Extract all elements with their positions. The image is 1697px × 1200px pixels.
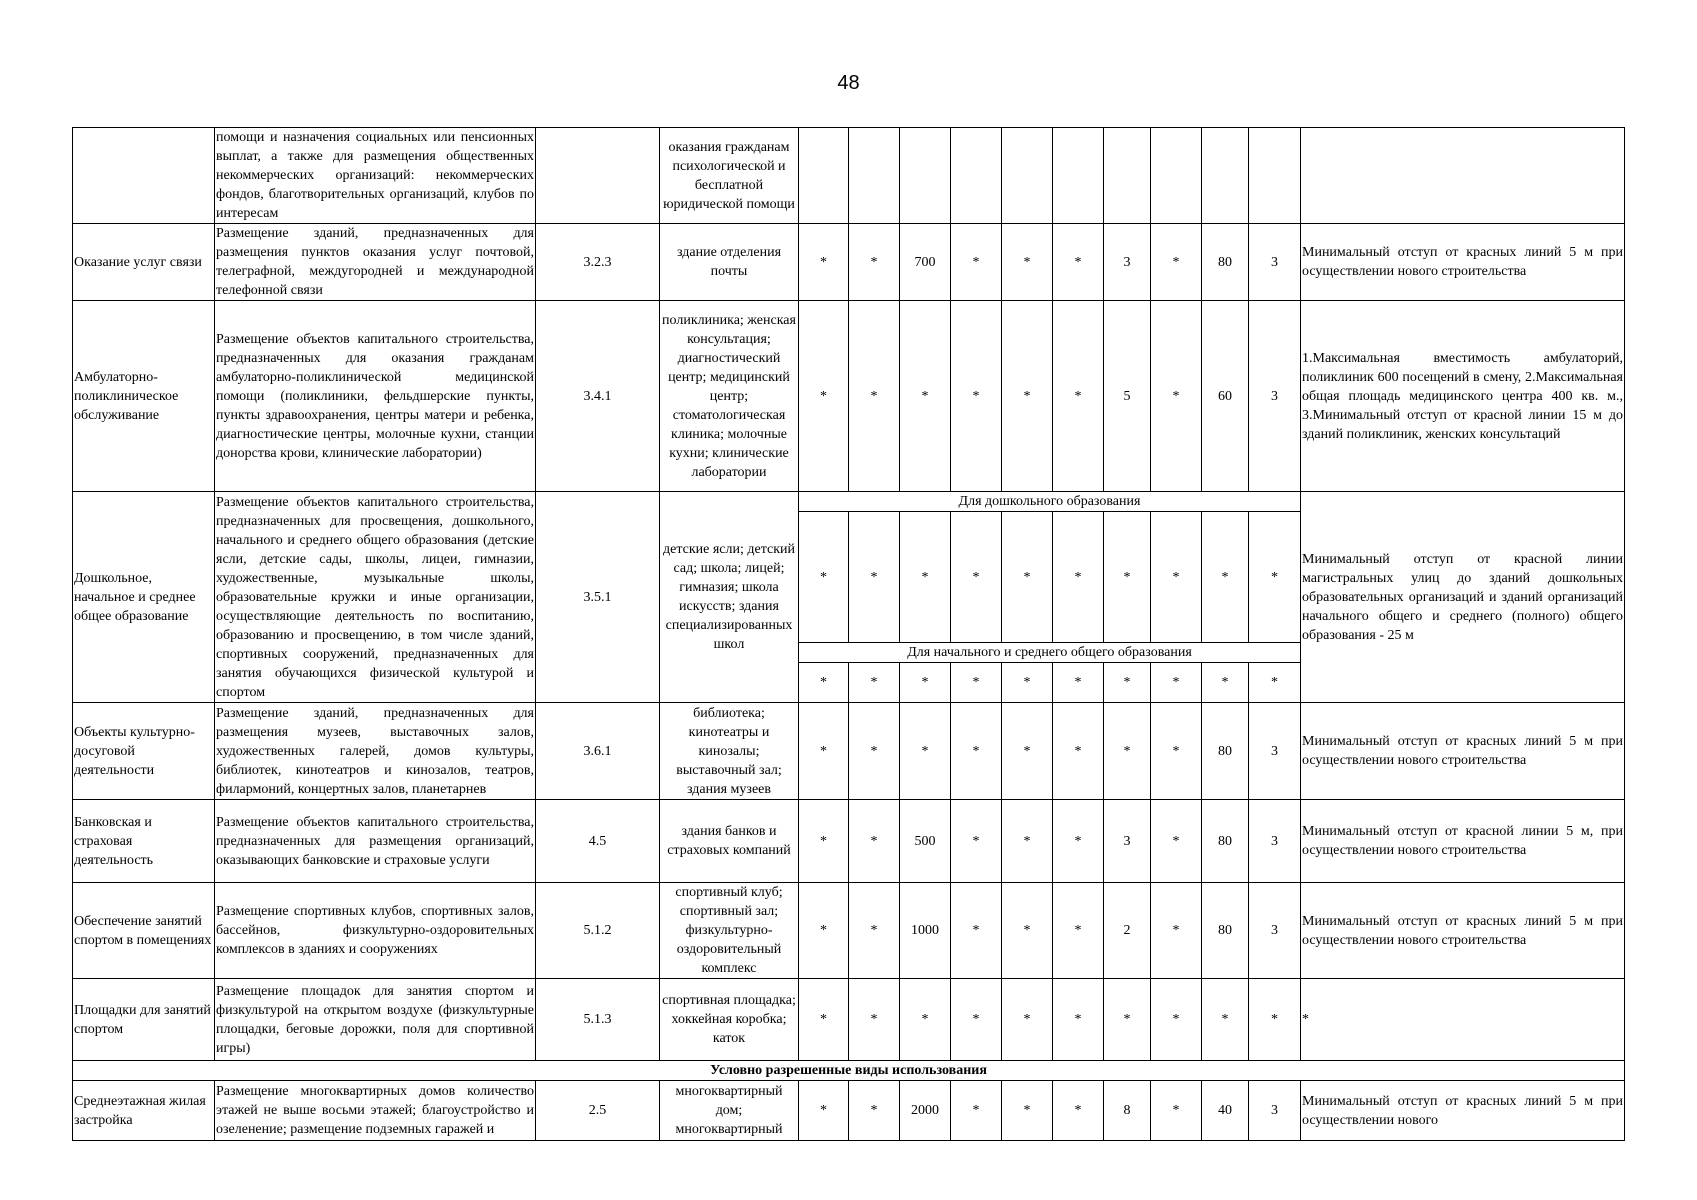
parameter-cell: * (1202, 512, 1249, 643)
parameter-cell: 700 (900, 224, 951, 301)
parameter-cell: * (1002, 663, 1053, 703)
parameter-cell: * (1002, 224, 1053, 301)
parameter-cell: * (799, 979, 849, 1061)
parameter-cell: * (900, 703, 951, 800)
parameter-cell (1002, 128, 1053, 224)
permitted-objects: здание отделения почты (660, 224, 799, 301)
parameter-cell: * (1249, 512, 1301, 643)
parameter-cell: 3 (1249, 883, 1301, 979)
parameter-cell: * (1053, 663, 1104, 703)
parameter-cell: * (849, 1081, 900, 1141)
permitted-objects: спортивный клуб; спортивный зал; физкультурно-оздоровительный комплекс (660, 883, 799, 979)
parameter-cell (951, 128, 1002, 224)
parameter-cell: 40 (1202, 1081, 1249, 1141)
parameter-cell: * (951, 301, 1002, 492)
parameter-cell: * (1002, 883, 1053, 979)
use-type-code: 3.2.3 (536, 224, 660, 301)
note-cell: Минимальный отступ от красных линий 5 м при осуществлении нового (1301, 1081, 1625, 1141)
parameter-cell: * (849, 512, 900, 643)
parameter-cell: * (1053, 800, 1104, 883)
parameter-cell: * (1104, 512, 1151, 643)
note-cell: Минимальный отступ от красных линий 5 м при осуществлении нового строительства (1301, 883, 1625, 979)
parameter-cell: * (900, 663, 951, 703)
parameter-cell: 3 (1104, 224, 1151, 301)
permitted-objects: спортивная площадка; хоккейная коробка; каток (660, 979, 799, 1061)
parameter-cell: 80 (1202, 883, 1249, 979)
parameter-cell: * (849, 663, 900, 703)
parameter-cell: * (1151, 800, 1202, 883)
parameter-cell: * (1249, 979, 1301, 1061)
use-type-name (73, 128, 215, 224)
table-row (73, 883, 1625, 979)
use-type-description: Размещение многоквартирных домов количество этажей не выше восьми этажей; благоустройство и озеленение; размещение подземных гаражей и (215, 1081, 536, 1141)
use-type-description: Размещение площадок для занятия спортом и физкультурой на открытом воздухе (физкультурные площадки, беговые дорожки, поля для спортивной игры) (215, 979, 536, 1061)
parameter-cell: * (1002, 301, 1053, 492)
parameter-cell: * (900, 979, 951, 1061)
use-type-name: Среднеэтажная жилая застройка (73, 1081, 215, 1141)
parameter-cell (799, 128, 849, 224)
use-type-name: Дошкольное, начальное и среднее общее образование (73, 492, 215, 703)
permitted-objects: библиотека; кинотеатры и кинозалы; выставочный зал; здания музеев (660, 703, 799, 800)
use-type-code: 5.1.2 (536, 883, 660, 979)
parameter-cell: * (1151, 703, 1202, 800)
parameter-cell: * (799, 663, 849, 703)
use-type-name: Площадки для занятий спортом (73, 979, 215, 1061)
use-type-code: 2.5 (536, 1081, 660, 1141)
parameter-cell: 3 (1249, 703, 1301, 800)
table-row (73, 128, 1625, 224)
use-type-code: 4.5 (536, 800, 660, 883)
parameter-cell: 2 (1104, 883, 1151, 979)
parameter-cell: * (951, 1081, 1002, 1141)
parameter-cell: * (849, 883, 900, 979)
land-use-regulations-table (72, 127, 1625, 1141)
use-type-description: Размещение зданий, предназначенных для размещения пунктов оказания услуг почтовой, телеграфной, междугородней и международной телефонной связи (215, 224, 536, 301)
note-cell: Минимальный отступ от красных линий 5 м при осуществлении нового строительства (1301, 703, 1625, 800)
parameter-cell: * (849, 800, 900, 883)
parameter-cell: 3 (1249, 301, 1301, 492)
parameter-cell: * (799, 883, 849, 979)
note-cell: Минимальный отступ от красной линии 5 м, при осуществлении нового строительства (1301, 800, 1625, 883)
parameter-cell: 500 (900, 800, 951, 883)
use-type-name: Обеспечение занятий спортом в помещениях (73, 883, 215, 979)
section-title: Условно разрешенные виды использования (73, 1061, 1625, 1081)
permitted-objects: здания банков и страховых компаний (660, 800, 799, 883)
parameter-cell: * (849, 979, 900, 1061)
parameter-cell (1053, 128, 1104, 224)
parameter-cell: 1000 (900, 883, 951, 979)
parameter-cell: 80 (1202, 224, 1249, 301)
note-cell: 1.Максимальная вместимость амбулаторий, поликлиник 600 посещений в смену, 2.Максимальная общая площадь медицинского центра 400 кв. м., 3.Минимальный отступ от красной линии 15 м до зданий поликлиник, женских консультаций (1301, 301, 1625, 492)
parameter-cell: * (1053, 883, 1104, 979)
parameter-cell: * (1151, 1081, 1202, 1141)
table-row (73, 703, 1625, 800)
parameter-cell: * (1151, 224, 1202, 301)
parameter-cell: * (951, 979, 1002, 1061)
use-type-description: помощи и назначения социальных или пенсионных выплат, а также для размещения общественных некоммерческих организаций: некоммерческих фондов, благотворительных организаций, клубов по интересам (215, 128, 536, 224)
use-type-code: 3.4.1 (536, 301, 660, 492)
parameter-cell: 80 (1202, 703, 1249, 800)
parameter-cell: * (1151, 979, 1202, 1061)
parameter-cell: * (951, 800, 1002, 883)
use-type-code: 5.1.3 (536, 979, 660, 1061)
parameter-cell: * (1151, 663, 1202, 703)
table-row (73, 979, 1625, 1061)
parameter-cell: 3 (1249, 224, 1301, 301)
table-row (73, 800, 1625, 883)
parameter-cell: * (951, 703, 1002, 800)
use-type-description: Размещение объектов капитального строительства, предназначенных для размещения организаций, оказывающих банковские и страховые услуги (215, 800, 536, 883)
use-type-name: Объекты культурно-досуговой деятельности (73, 703, 215, 800)
parameter-cell (900, 128, 951, 224)
use-type-name: Банковская и страховая деятельность (73, 800, 215, 883)
use-type-code: 3.5.1 (536, 492, 660, 703)
table-body (73, 128, 1625, 1141)
use-type-code: 3.6.1 (536, 703, 660, 800)
note-cell: Минимальный отступ от красных линий 5 м при осуществлении нового строительства (1301, 224, 1625, 301)
parameter-cell: * (1002, 1081, 1053, 1141)
parameter-cell: 80 (1202, 800, 1249, 883)
parameter-cell: * (1104, 663, 1151, 703)
parameter-cell: * (1002, 800, 1053, 883)
parameter-cell: * (1053, 512, 1104, 643)
use-type-description: Размещение объектов капитального строительства, предназначенных для оказания гражданам амбулаторно-поликлинической медицинской помощи (поликлиники, фельдшерские пункты, пункты здравоохранения, центры матери и ребенка, диагностические центры, молочные кухни, станции донорства крови, клинические лаборатории) (215, 301, 536, 492)
parameter-cell: * (1053, 703, 1104, 800)
permitted-objects: многоквартирный дом; многоквартирный (660, 1081, 799, 1141)
parameter-cell: * (1053, 1081, 1104, 1141)
table-row (73, 224, 1625, 301)
parameter-cell: * (1249, 663, 1301, 703)
parameter-cell: 8 (1104, 1081, 1151, 1141)
school-subheader: Для начального и среднего общего образования (799, 643, 1301, 663)
parameter-cell: * (1002, 979, 1053, 1061)
parameter-cell: * (951, 883, 1002, 979)
parameter-cell: 3 (1249, 1081, 1301, 1141)
parameter-cell: * (900, 301, 951, 492)
parameter-cell: * (1151, 512, 1202, 643)
parameter-cell: * (849, 703, 900, 800)
table-row (73, 301, 1625, 492)
parameter-cell: * (799, 224, 849, 301)
parameter-cell (1202, 128, 1249, 224)
parameter-cell (1249, 128, 1301, 224)
parameter-cell: * (1202, 979, 1249, 1061)
parameter-cell: * (799, 301, 849, 492)
parameter-cell: * (1002, 512, 1053, 643)
parameter-cell: * (1053, 979, 1104, 1061)
parameter-cell: * (1104, 703, 1151, 800)
parameter-cell: * (951, 663, 1002, 703)
parameter-cell: * (951, 224, 1002, 301)
parameter-cell (1104, 128, 1151, 224)
parameter-cell: * (1151, 883, 1202, 979)
section-row (73, 1061, 1625, 1081)
parameter-cell: * (1053, 301, 1104, 492)
parameter-cell: * (1053, 224, 1104, 301)
parameter-cell: * (900, 512, 951, 643)
parameter-cell: 60 (1202, 301, 1249, 492)
use-type-name: Амбулаторно-поликлиническое обслуживание (73, 301, 215, 492)
parameter-cell: * (1202, 663, 1249, 703)
parameter-cell: * (799, 800, 849, 883)
parameter-cell (849, 128, 900, 224)
note-cell (1301, 128, 1625, 224)
use-type-code (536, 128, 660, 224)
parameter-cell: * (1151, 301, 1202, 492)
parameter-cell (1151, 128, 1202, 224)
parameter-cell: * (799, 512, 849, 643)
use-type-description: Размещение зданий, предназначенных для размещения музеев, выставочных залов, художественных галерей, домов культуры, библиотек, кинотеатров и кинозалов, театров, филармоний, концертных залов, планетарнев (215, 703, 536, 800)
parameter-cell: 3 (1249, 800, 1301, 883)
parameter-cell: * (799, 703, 849, 800)
parameter-cell: * (849, 301, 900, 492)
use-type-description: Размещение спортивных клубов, спортивных залов, бассейнов, физкультурно-оздоровительных комплексов в зданиях и сооружениях (215, 883, 536, 979)
parameter-cell: * (1002, 703, 1053, 800)
parameter-cell: 3 (1104, 800, 1151, 883)
preschool-subheader: Для дошкольного образования (799, 492, 1301, 512)
parameter-cell: 5 (1104, 301, 1151, 492)
parameter-cell: * (951, 512, 1002, 643)
permitted-objects: поликлиника; женская консультация; диагностический центр; медицинский центр; стоматологическая клиника; молочные кухни; клинические лаборатории (660, 301, 799, 492)
note-cell: * (1301, 979, 1625, 1061)
note-cell: Минимальный отступ от красной линии магистральных улиц до зданий дошкольных образовательных организаций и зданий организаций начального общего и среднего (полного) общего образования - 25 м (1301, 492, 1625, 703)
parameter-cell: 2000 (900, 1081, 951, 1141)
use-type-name: Оказание услуг связи (73, 224, 215, 301)
parameter-cell: * (849, 224, 900, 301)
page-number: 48 (837, 72, 860, 94)
permitted-objects: детские ясли; детский сад; школа; лицей; гимназия; школа искусств; здания специализированных школ (660, 492, 799, 703)
use-type-description: Размещение объектов капитального строительства, предназначенных для просвещения, дошкольного, начального и среднего общего образования (детские ясли, детские сады, школы, лицеи, гимназии, художественные, музыкальные школы, образовательные кружки и иные организации, осуществляющие деятельность по воспитанию, образованию и просвещению, в том числе зданий, спортивных сооружений, предназначенных для занятия обучающихся физической культурой и спортом (215, 492, 536, 703)
table-row (73, 492, 1625, 512)
table-row (73, 1081, 1625, 1141)
parameter-cell: * (799, 1081, 849, 1141)
parameter-cell: * (1104, 979, 1151, 1061)
permitted-objects: оказания гражданам психологической и бесплатной юридической помощи (660, 128, 799, 224)
